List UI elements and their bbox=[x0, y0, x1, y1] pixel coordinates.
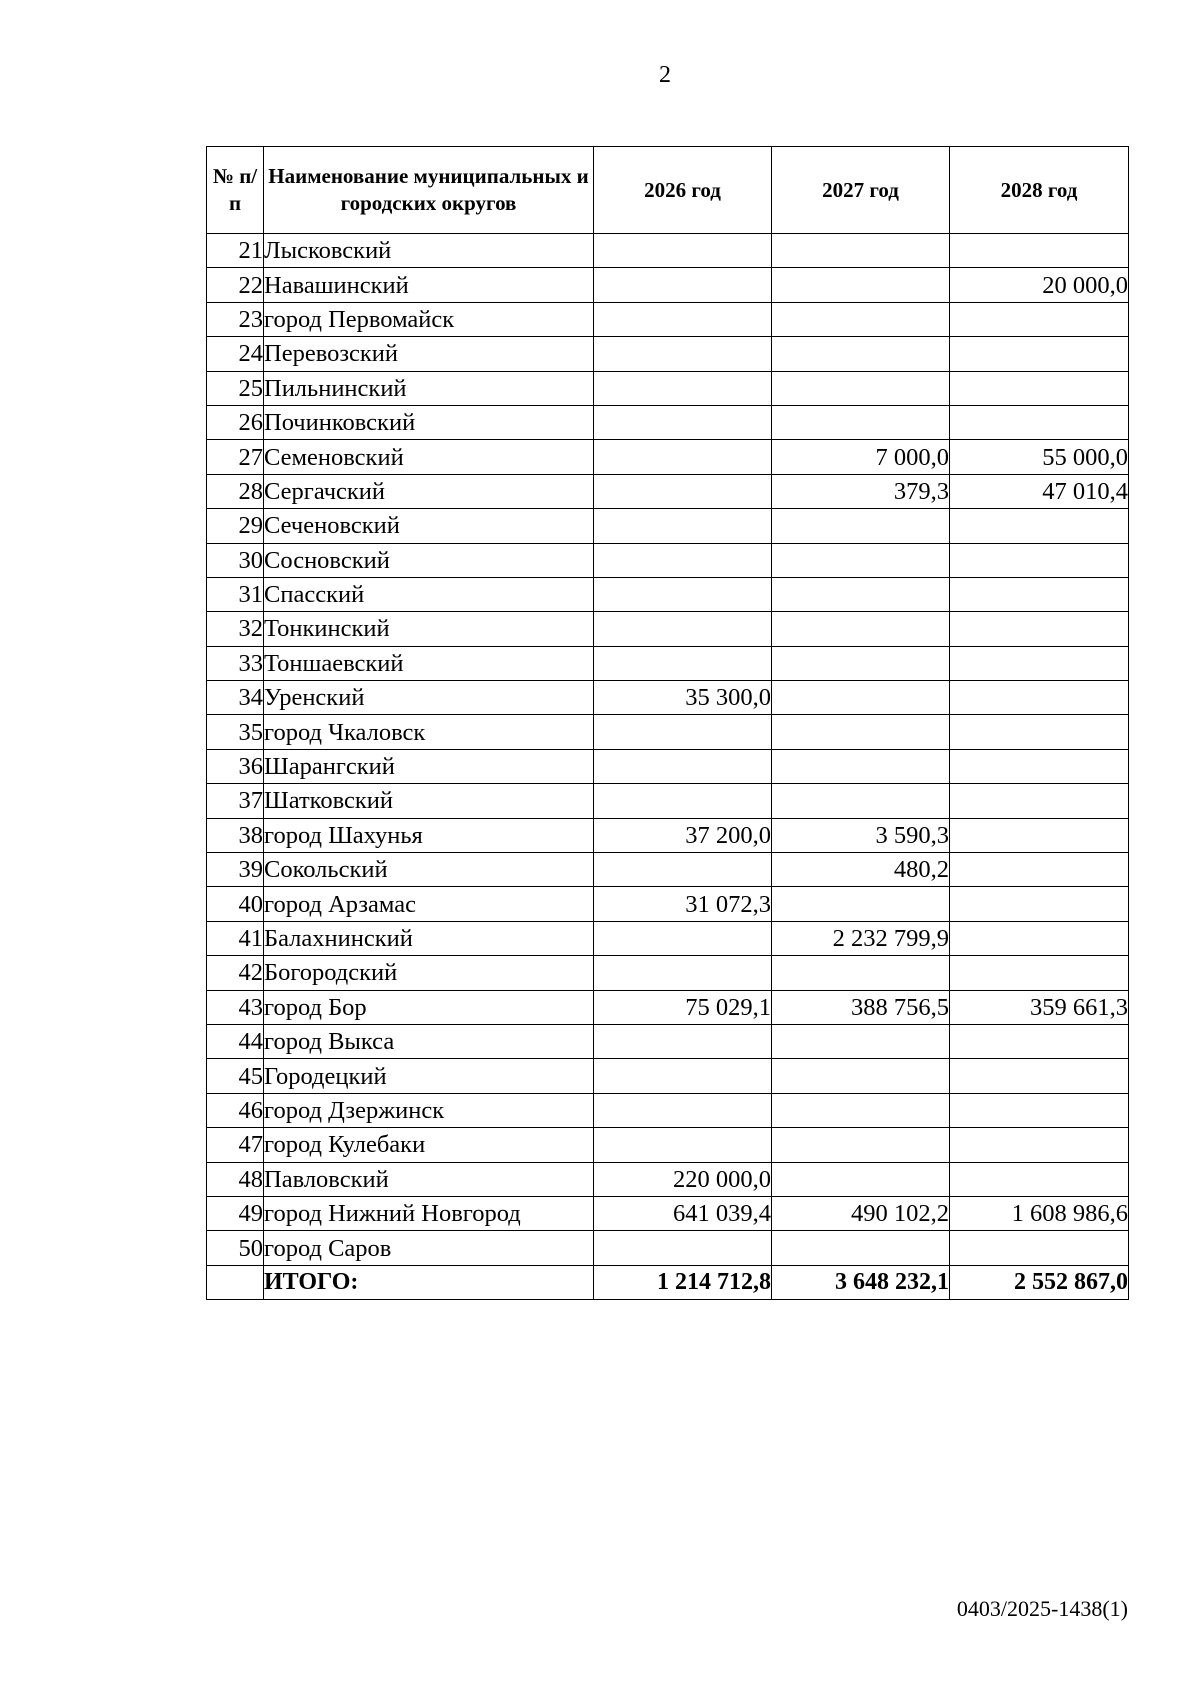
value-2028 bbox=[950, 715, 1129, 749]
row-number: 49 bbox=[207, 1196, 264, 1230]
row-number: 30 bbox=[207, 543, 264, 577]
value-2026 bbox=[594, 956, 772, 990]
value-2027 bbox=[772, 784, 950, 818]
value-2027 bbox=[772, 1162, 950, 1196]
value-2027 bbox=[772, 1128, 950, 1162]
table-row bbox=[207, 921, 1129, 955]
value-2027: 3 590,3 bbox=[772, 818, 950, 852]
table-header bbox=[207, 147, 1129, 234]
header-2026: 2026 год bbox=[594, 147, 772, 234]
value-2026 bbox=[594, 268, 772, 302]
value-2028 bbox=[950, 577, 1129, 611]
municipality-name: город Кулебаки bbox=[264, 1128, 594, 1162]
value-2026: 75 029,1 bbox=[594, 990, 772, 1024]
table-row bbox=[207, 1024, 1129, 1058]
value-2026 bbox=[594, 715, 772, 749]
value-2027 bbox=[772, 887, 950, 921]
value-2026: 35 300,0 bbox=[594, 681, 772, 715]
municipality-name: город Чкаловск bbox=[264, 715, 594, 749]
value-2028 bbox=[950, 1128, 1129, 1162]
value-2028 bbox=[950, 405, 1129, 439]
value-2028: 359 661,3 bbox=[950, 990, 1129, 1024]
value-2028 bbox=[950, 234, 1129, 268]
value-2028 bbox=[950, 337, 1129, 371]
value-2028 bbox=[950, 543, 1129, 577]
table-row bbox=[207, 1162, 1129, 1196]
table-row bbox=[207, 818, 1129, 852]
row-number: 25 bbox=[207, 371, 264, 405]
table-row bbox=[207, 302, 1129, 336]
table-row bbox=[207, 681, 1129, 715]
municipality-name: Уренский bbox=[264, 681, 594, 715]
value-2028 bbox=[950, 509, 1129, 543]
value-2027 bbox=[772, 1093, 950, 1127]
table-row bbox=[207, 234, 1129, 268]
value-2027: 2 232 799,9 bbox=[772, 921, 950, 955]
value-2027 bbox=[772, 268, 950, 302]
value-2026 bbox=[594, 646, 772, 680]
value-2026 bbox=[594, 921, 772, 955]
table-row bbox=[207, 1231, 1129, 1265]
municipality-name: город Шахунья bbox=[264, 818, 594, 852]
value-2027 bbox=[772, 405, 950, 439]
value-2026 bbox=[594, 1231, 772, 1265]
municipality-name: Балахнинский bbox=[264, 921, 594, 955]
value-2027 bbox=[772, 1024, 950, 1058]
table-row bbox=[207, 440, 1129, 474]
municipality-name: Тоншаевский bbox=[264, 646, 594, 680]
value-2026 bbox=[594, 543, 772, 577]
municipality-name: Павловский bbox=[264, 1162, 594, 1196]
value-2028 bbox=[950, 784, 1129, 818]
value-2027 bbox=[772, 234, 950, 268]
row-number: 27 bbox=[207, 440, 264, 474]
value-2028 bbox=[950, 956, 1129, 990]
municipality-name: город Саров bbox=[264, 1231, 594, 1265]
municipality-name: Сеченовский bbox=[264, 509, 594, 543]
municipality-name: Навашинский bbox=[264, 268, 594, 302]
row-number: 42 bbox=[207, 956, 264, 990]
municipality-name: Сергачский bbox=[264, 474, 594, 508]
value-2028: 1 608 986,6 bbox=[950, 1196, 1129, 1230]
value-2026 bbox=[594, 509, 772, 543]
municipal-funding-table bbox=[206, 146, 1129, 1300]
value-2026 bbox=[594, 1059, 772, 1093]
row-number: 29 bbox=[207, 509, 264, 543]
value-2026 bbox=[594, 302, 772, 336]
row-number: 47 bbox=[207, 1128, 264, 1162]
value-2026 bbox=[594, 371, 772, 405]
table-row bbox=[207, 853, 1129, 887]
municipality-name: Городецкий bbox=[264, 1059, 594, 1093]
table-row bbox=[207, 474, 1129, 508]
value-2026 bbox=[594, 234, 772, 268]
municipality-name: Перевозский bbox=[264, 337, 594, 371]
municipality-name: Семеновский bbox=[264, 440, 594, 474]
table-row bbox=[207, 1128, 1129, 1162]
row-number: 28 bbox=[207, 474, 264, 508]
municipality-name: Сосновский bbox=[264, 543, 594, 577]
municipality-name: Сокольский bbox=[264, 853, 594, 887]
value-2028 bbox=[950, 853, 1129, 887]
row-number: 43 bbox=[207, 990, 264, 1024]
row-number: 40 bbox=[207, 887, 264, 921]
municipality-name: город Выкса bbox=[264, 1024, 594, 1058]
table-row bbox=[207, 337, 1129, 371]
value-2026 bbox=[594, 405, 772, 439]
table-row bbox=[207, 371, 1129, 405]
value-2026 bbox=[594, 1093, 772, 1127]
table-row bbox=[207, 612, 1129, 646]
value-2027 bbox=[772, 302, 950, 336]
header-num: № п/п bbox=[207, 147, 264, 234]
total-2027: 3 648 232,1 bbox=[772, 1265, 950, 1299]
header-2027: 2027 год bbox=[772, 147, 950, 234]
municipality-name: город Дзержинск bbox=[264, 1093, 594, 1127]
value-2027 bbox=[772, 577, 950, 611]
total-num-cell bbox=[207, 1265, 264, 1299]
header-2028: 2028 год bbox=[950, 147, 1129, 234]
row-number: 39 bbox=[207, 853, 264, 887]
value-2027: 379,3 bbox=[772, 474, 950, 508]
row-number: 37 bbox=[207, 784, 264, 818]
value-2026 bbox=[594, 784, 772, 818]
row-number: 31 bbox=[207, 577, 264, 611]
total-2028: 2 552 867,0 bbox=[950, 1265, 1129, 1299]
value-2028: 20 000,0 bbox=[950, 268, 1129, 302]
table-row bbox=[207, 887, 1129, 921]
municipality-name: Богородский bbox=[264, 956, 594, 990]
total-row bbox=[207, 1265, 1129, 1299]
municipality-name: Шарангский bbox=[264, 749, 594, 783]
value-2027 bbox=[772, 543, 950, 577]
value-2027 bbox=[772, 1231, 950, 1265]
value-2028 bbox=[950, 1162, 1129, 1196]
total-2026: 1 214 712,8 bbox=[594, 1265, 772, 1299]
value-2028 bbox=[950, 921, 1129, 955]
value-2027: 480,2 bbox=[772, 853, 950, 887]
value-2028 bbox=[950, 818, 1129, 852]
value-2026: 220 000,0 bbox=[594, 1162, 772, 1196]
value-2027 bbox=[772, 749, 950, 783]
value-2027: 490 102,2 bbox=[772, 1196, 950, 1230]
row-number: 50 bbox=[207, 1231, 264, 1265]
row-number: 36 bbox=[207, 749, 264, 783]
value-2028: 47 010,4 bbox=[950, 474, 1129, 508]
row-number: 44 bbox=[207, 1024, 264, 1058]
municipality-name: город Бор bbox=[264, 990, 594, 1024]
row-number: 35 bbox=[207, 715, 264, 749]
table-row bbox=[207, 1093, 1129, 1127]
municipality-name: город Первомайск bbox=[264, 302, 594, 336]
row-number: 34 bbox=[207, 681, 264, 715]
value-2028 bbox=[950, 612, 1129, 646]
value-2026: 641 039,4 bbox=[594, 1196, 772, 1230]
value-2027 bbox=[772, 337, 950, 371]
value-2026 bbox=[594, 612, 772, 646]
table-footer bbox=[207, 1265, 1129, 1299]
value-2026 bbox=[594, 1024, 772, 1058]
municipality-name: Тонкинский bbox=[264, 612, 594, 646]
table-row bbox=[207, 577, 1129, 611]
value-2026 bbox=[594, 577, 772, 611]
value-2027 bbox=[772, 371, 950, 405]
value-2027 bbox=[772, 509, 950, 543]
value-2027 bbox=[772, 1059, 950, 1093]
row-number: 45 bbox=[207, 1059, 264, 1093]
table-row bbox=[207, 956, 1129, 990]
row-number: 32 bbox=[207, 612, 264, 646]
value-2027 bbox=[772, 646, 950, 680]
value-2028 bbox=[950, 681, 1129, 715]
municipality-name: Починковский bbox=[264, 405, 594, 439]
row-number: 21 bbox=[207, 234, 264, 268]
row-number: 23 bbox=[207, 302, 264, 336]
row-number: 41 bbox=[207, 921, 264, 955]
municipality-name: город Арзамас bbox=[264, 887, 594, 921]
value-2026 bbox=[594, 440, 772, 474]
table-body bbox=[207, 234, 1129, 1266]
value-2027 bbox=[772, 715, 950, 749]
municipality-name: город Нижний Новгород bbox=[264, 1196, 594, 1230]
header-name: Наименование муниципальных и городских округов bbox=[264, 147, 594, 234]
value-2026: 37 200,0 bbox=[594, 818, 772, 852]
value-2026 bbox=[594, 337, 772, 371]
value-2028 bbox=[950, 302, 1129, 336]
table-row bbox=[207, 1059, 1129, 1093]
header-row bbox=[207, 147, 1129, 234]
value-2028 bbox=[950, 1231, 1129, 1265]
row-number: 46 bbox=[207, 1093, 264, 1127]
value-2027 bbox=[772, 612, 950, 646]
municipality-name: Спасский bbox=[264, 577, 594, 611]
table-row bbox=[207, 543, 1129, 577]
value-2026 bbox=[594, 1128, 772, 1162]
municipality-name: Шатковский bbox=[264, 784, 594, 818]
table-row bbox=[207, 1196, 1129, 1230]
value-2026 bbox=[594, 749, 772, 783]
row-number: 48 bbox=[207, 1162, 264, 1196]
value-2028 bbox=[950, 887, 1129, 921]
value-2027 bbox=[772, 681, 950, 715]
value-2028 bbox=[950, 1093, 1129, 1127]
row-number: 26 bbox=[207, 405, 264, 439]
value-2027: 7 000,0 bbox=[772, 440, 950, 474]
municipality-name: Лысковский bbox=[264, 234, 594, 268]
value-2026: 31 072,3 bbox=[594, 887, 772, 921]
table-row bbox=[207, 990, 1129, 1024]
table-row bbox=[207, 749, 1129, 783]
row-number: 22 bbox=[207, 268, 264, 302]
table-row bbox=[207, 646, 1129, 680]
page-number: 2 bbox=[659, 62, 671, 88]
value-2028: 55 000,0 bbox=[950, 440, 1129, 474]
document-code: 0403/2025-1438(1) bbox=[956, 1596, 1128, 1621]
table-row bbox=[207, 405, 1129, 439]
table-row bbox=[207, 715, 1129, 749]
table-row bbox=[207, 268, 1129, 302]
value-2028 bbox=[950, 1059, 1129, 1093]
value-2028 bbox=[950, 1024, 1129, 1058]
row-number: 33 bbox=[207, 646, 264, 680]
table-row bbox=[207, 509, 1129, 543]
value-2027: 388 756,5 bbox=[772, 990, 950, 1024]
total-label: ИТОГО: bbox=[264, 1265, 594, 1299]
table-row bbox=[207, 784, 1129, 818]
value-2028 bbox=[950, 646, 1129, 680]
value-2026 bbox=[594, 474, 772, 508]
value-2027 bbox=[772, 956, 950, 990]
value-2028 bbox=[950, 749, 1129, 783]
municipality-name: Пильнинский bbox=[264, 371, 594, 405]
value-2026 bbox=[594, 853, 772, 887]
row-number: 38 bbox=[207, 818, 264, 852]
row-number: 24 bbox=[207, 337, 264, 371]
value-2028 bbox=[950, 371, 1129, 405]
